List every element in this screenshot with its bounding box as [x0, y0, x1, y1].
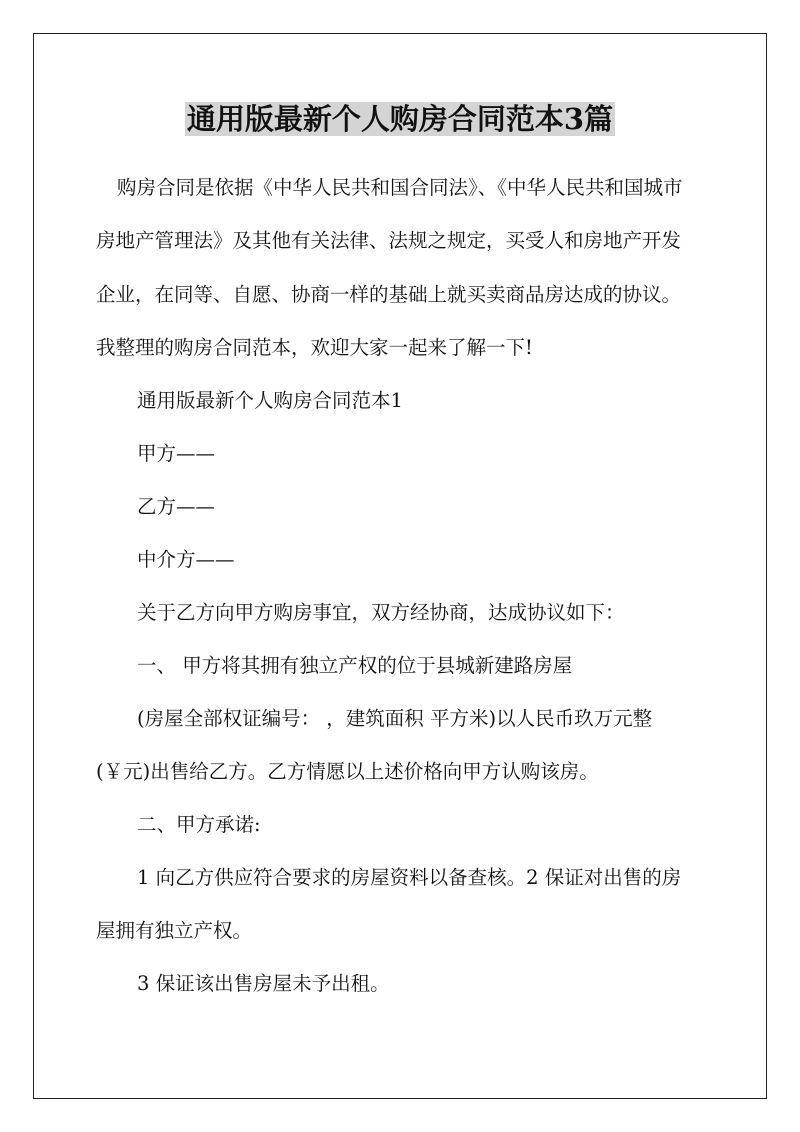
paragraph-line: (房屋全部权证编号： ，建筑面积 平方米)以人民币玖万元整 — [137, 707, 653, 730]
clause-two-heading: 二、甲方承诺: — [137, 813, 261, 836]
document-title-text: 通用版最新个人购房合同范本3篇 — [186, 102, 614, 136]
paragraph-line: 屋拥有独立产权。 — [96, 919, 253, 942]
paragraph-line: 房地产管理法》及其他有关法律、法规之规定，买受人和房地产开发 — [96, 229, 682, 252]
paragraph-line: 购房合同是依据《中华人民共和国合同法》、《中华人民共和国城市 — [117, 176, 683, 199]
paragraph-line: 我整理的购房合同范本，欢迎大家一起来了解一下! — [96, 336, 533, 359]
clause-one: 一、 甲方将其拥有独立产权的位于县城新建路房屋 — [137, 654, 573, 677]
paragraph-line: 企业，在同等、自愿、协商一样的基础上就买卖商品房达成的协议。 — [96, 283, 682, 306]
section-heading: 通用版最新个人购房合同范本1 — [137, 389, 403, 412]
agent-line: 中介方—— — [137, 548, 235, 571]
party-b-line: 乙方—— — [137, 495, 216, 518]
paragraph-line: (￥元)出售给乙方。乙方情愿以上述价格向甲方认购该房。 — [96, 760, 599, 783]
document-title — [0, 98, 800, 140]
paragraph-line: 3 保证该出售房屋未予出租。 — [137, 972, 390, 995]
paragraph-line: 关于乙方向甲方购房事宜，双方经协商，达成协议如下： — [137, 601, 625, 624]
party-a-line: 甲方—— — [137, 442, 216, 465]
paragraph-line: 1 向乙方供应符合要求的房屋资料以备查核。2 保证对出售的房 — [137, 866, 682, 889]
